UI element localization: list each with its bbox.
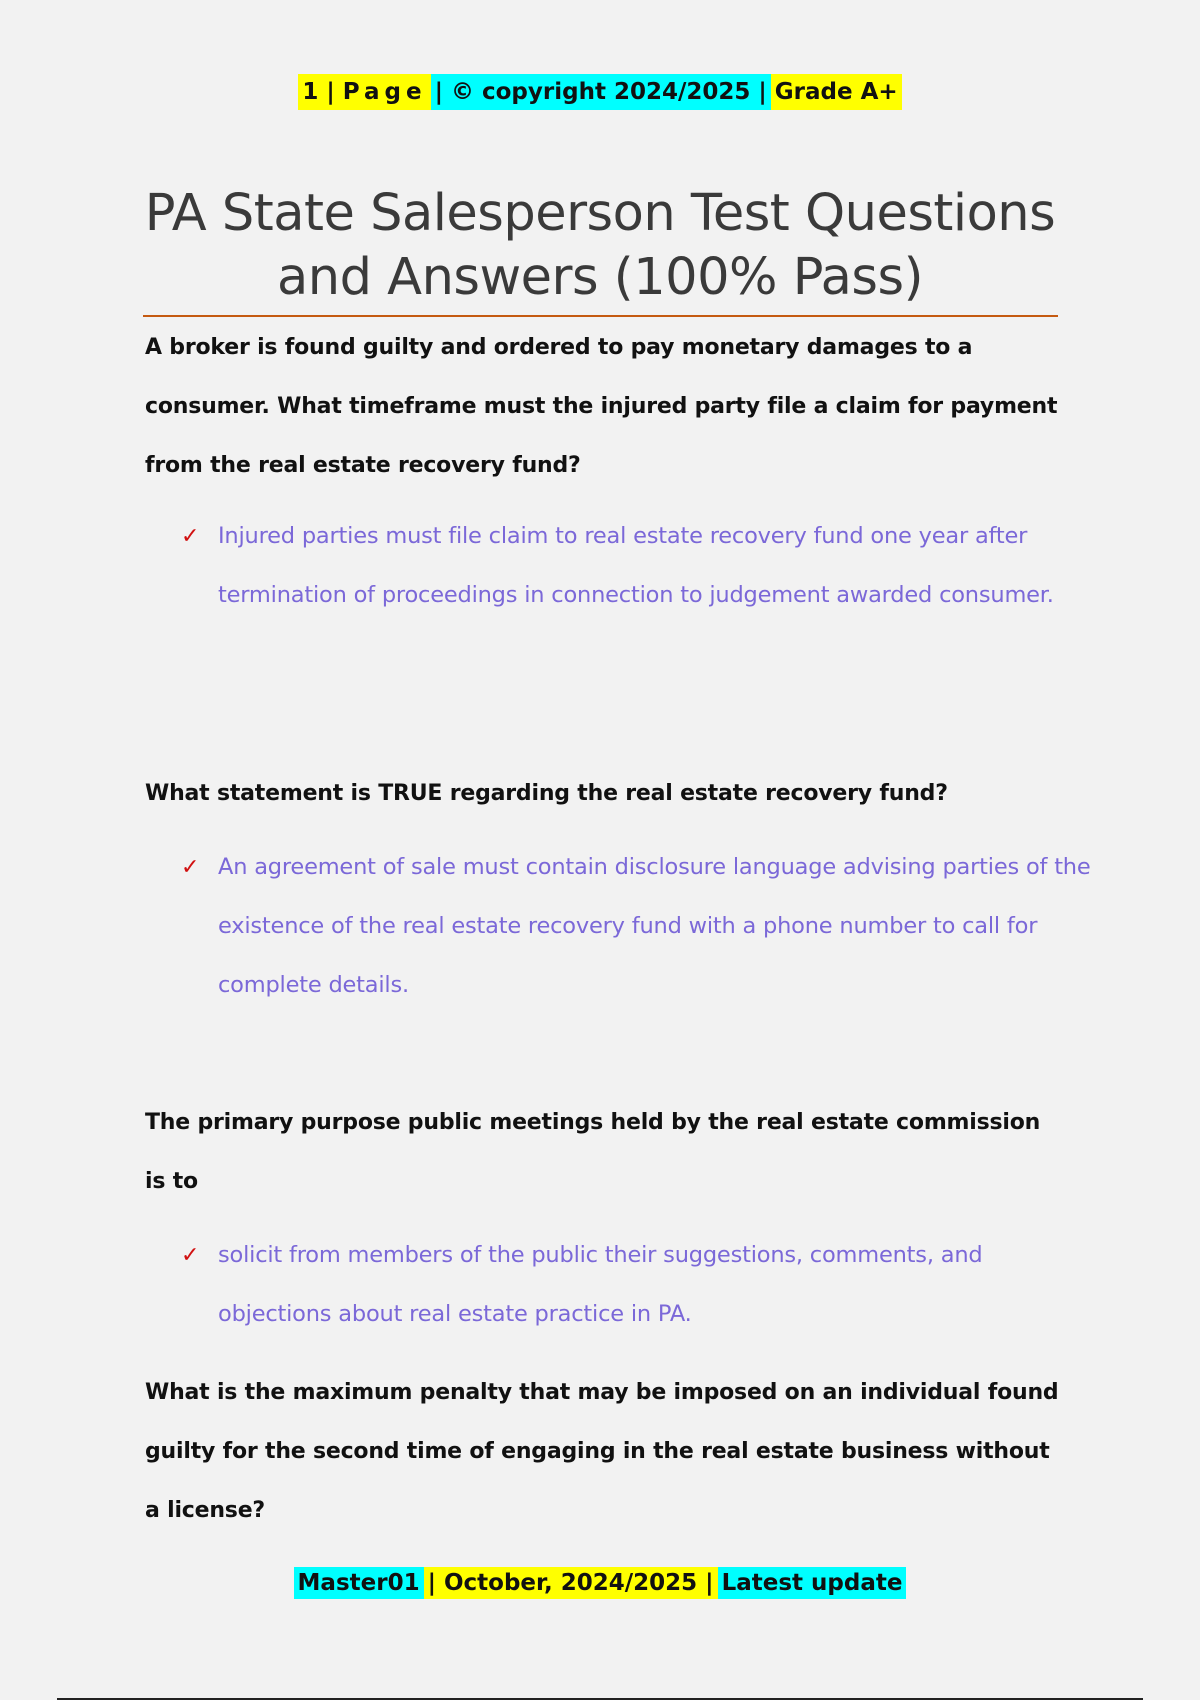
page-header — [0, 74, 1200, 110]
answer-block — [181, 1226, 1098, 1344]
title-divider — [143, 315, 1058, 317]
qa-item — [145, 1093, 1065, 1344]
check-icon: ✓ — [181, 524, 200, 549]
check-icon: ✓ — [181, 1243, 200, 1268]
grade-badge: Grade A+ — [771, 74, 902, 110]
update-label: Latest update — [718, 1567, 907, 1599]
page-number: 1 — [302, 79, 319, 105]
check-icon: ✓ — [181, 855, 200, 880]
page-footer — [0, 1567, 1200, 1599]
answer-block — [181, 838, 1098, 1015]
qa-item — [145, 318, 1065, 625]
title-line-2: and Answers (100% Pass) — [277, 248, 923, 307]
qa-item — [145, 1363, 1065, 1540]
header-separator: | — [318, 79, 343, 105]
page-number-highlight — [298, 74, 430, 110]
question-text: What is the maximum penalty that may be imposed on an individual found guilty for the second time of engaging in the real estate business without a license? — [145, 1380, 1059, 1523]
footer-date: | October, 2024/2025 | — [424, 1567, 718, 1599]
question-text: The primary purpose public meetings held by the real estate commission is to — [145, 1110, 1041, 1194]
page-word: Page — [342, 79, 427, 105]
qa-item — [145, 764, 1091, 1015]
copyright-text: | © copyright 2024/2025 | — [431, 74, 771, 110]
answer-text: solicit from members of the public their suggestions, comments, and objections about real estate practice in PA. — [218, 1242, 983, 1327]
answer-block — [181, 507, 1098, 625]
answer-text: An agreement of sale must contain disclosure language advising parties of the existence of the real estate recovery fund with a phone number to call for complete details. — [218, 854, 1091, 998]
title-line-1: PA State Salesperson Test Questions — [144, 184, 1056, 243]
question-text: A broker is found guilty and ordered to pay monetary damages to a consumer. What timeframe must the injured party file a claim for payment from the real estate recovery fund? — [145, 335, 1058, 478]
answer-text: Injured parties must file claim to real estate recovery fund one year after termination of proceedings in connection to judgement awarded consumer. — [218, 523, 1054, 608]
author-label: Master01 — [294, 1567, 424, 1599]
question-text: What statement is TRUE regarding the real estate recovery fund? — [145, 781, 948, 806]
document-title — [143, 182, 1057, 310]
